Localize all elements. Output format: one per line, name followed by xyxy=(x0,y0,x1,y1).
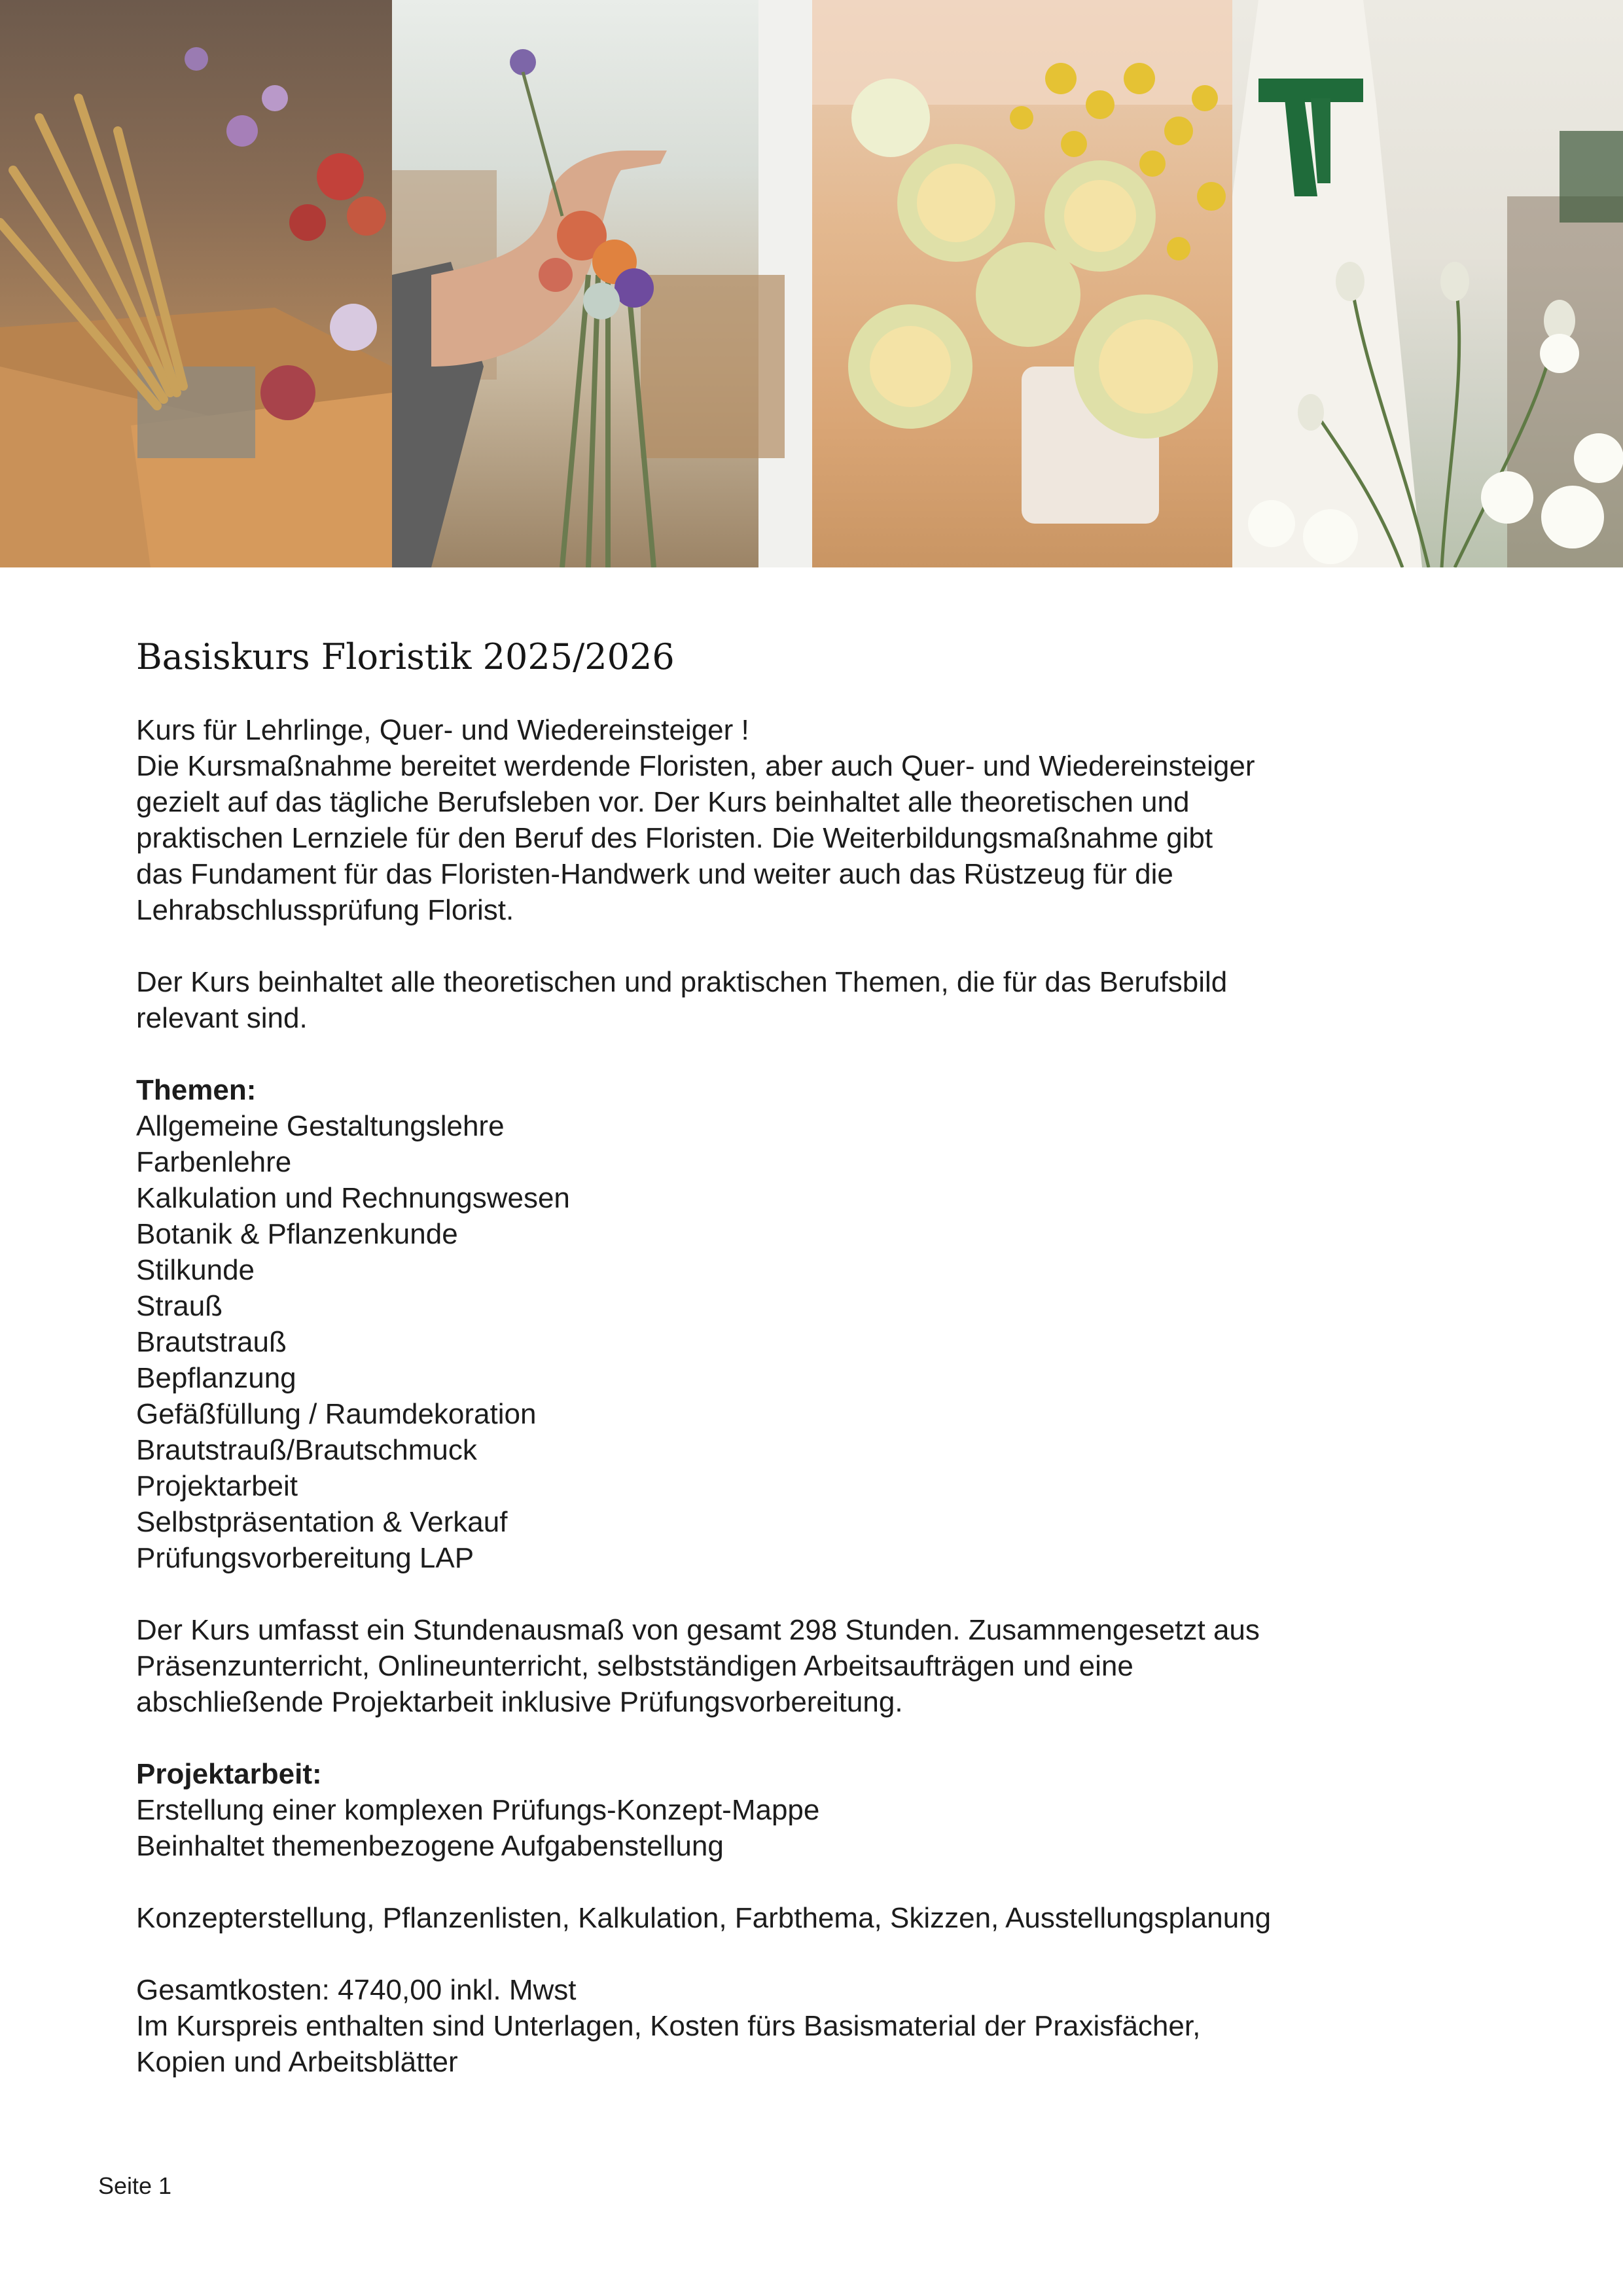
photo-wheat-flowers-illustration xyxy=(0,0,392,567)
intro-section xyxy=(136,712,1510,928)
photo-dress-fritillaria-illustration xyxy=(1232,0,1623,567)
kosten-section xyxy=(136,1972,1510,2080)
photo-yellow-roses-illustration xyxy=(812,0,1232,567)
kosten-line: Kopien und Arbeitsblätter xyxy=(136,2046,458,2078)
page-number: Seite 1 xyxy=(98,2172,172,2199)
spacer xyxy=(136,1036,1510,1072)
umfang-section xyxy=(136,1612,1510,1720)
intro-line: Lehrabschlussprüfung Florist. xyxy=(136,894,514,926)
spacer xyxy=(136,1864,1510,1900)
list-item: Bepflanzung xyxy=(136,1362,296,1394)
spacer xyxy=(136,928,1510,964)
intro-line: Kurs für Lehrlinge, Quer- und Wiedereinsteiger ! xyxy=(136,714,749,746)
course-content xyxy=(136,634,1510,2080)
intro-line: gezielt auf das tägliche Berufsleben vor. Der Kurs beinhaltet alle theoretischen und xyxy=(136,786,1190,818)
umfang-line: Der Kurs umfasst ein Stundenausmaß von gesamt 298 Stunden. Zusammengesetzt aus xyxy=(136,1614,1260,1646)
projektarbeit-section xyxy=(136,1756,1510,1864)
photo-strip xyxy=(0,0,1623,567)
photo-hand-bouquet-illustration xyxy=(392,0,812,567)
list-item: Brautstrauß/Brautschmuck xyxy=(136,1434,477,1466)
photo-wheat-flowers xyxy=(0,0,392,567)
list-item: Kalkulation und Rechnungswesen xyxy=(136,1182,570,1214)
konzept-section xyxy=(136,1900,1510,1936)
photo-dress-fritillaria xyxy=(1232,0,1623,567)
spacer xyxy=(136,1720,1510,1756)
list-item: Brautstrauß xyxy=(136,1326,287,1358)
list-item: Botanik & Pflanzenkunde xyxy=(136,1218,458,1250)
umfang-line: abschließende Projektarbeit inklusive Prüfungsvorbereitung. xyxy=(136,1686,903,1718)
themen-heading: Themen: xyxy=(136,1074,257,1106)
intro-line: das Fundament für das Floristen-Handwerk und weiter auch das Rüstzeug für die xyxy=(136,858,1173,890)
projektarbeit-heading: Projektarbeit: xyxy=(136,1758,322,1790)
themen-section xyxy=(136,1072,1510,1576)
relevance-line: relevant sind. xyxy=(136,1002,308,1034)
list-item: Prüfungsvorbereitung LAP xyxy=(136,1542,474,1574)
page-title: Basiskurs Floristik 2025/2026 xyxy=(136,636,675,677)
spacer xyxy=(136,1576,1510,1612)
relevance-line: Der Kurs beinhaltet alle theoretischen und praktischen Themen, die für das Berufsbild xyxy=(136,966,1228,998)
intro-line: praktischen Lernziele für den Beruf des Floristen. Die Weiterbildungsmaßnahme gibt xyxy=(136,822,1213,854)
list-item: Strauß xyxy=(136,1290,223,1322)
photo-hand-bouquet xyxy=(392,0,812,567)
list-item: Projektarbeit xyxy=(136,1470,298,1502)
projektarbeit-line: Erstellung einer komplexen Prüfungs-Konzept-Mappe xyxy=(136,1794,820,1826)
konzept-line: Konzepterstellung, Pflanzenlisten, Kalkulation, Farbthema, Skizzen, Ausstellungsplanung xyxy=(136,1902,1272,1934)
kosten-total: Gesamtkosten: 4740,00 inkl. Mwst xyxy=(136,1974,577,2006)
umfang-line: Präsenzunterricht, Onlineunterricht, selbstständigen Arbeitsaufträgen und eine xyxy=(136,1650,1133,1682)
list-item: Gefäßfüllung / Raumdekoration xyxy=(136,1398,537,1430)
kosten-line: Im Kurspreis enthalten sind Unterlagen, Kosten fürs Basismaterial der Praxisfächer, xyxy=(136,2010,1201,2042)
projektarbeit-line: Beinhaltet themenbezogene Aufgabenstellung xyxy=(136,1830,724,1862)
list-item: Farbenlehre xyxy=(136,1146,292,1178)
list-item: Stilkunde xyxy=(136,1254,255,1286)
list-item: Selbstpräsentation & Verkauf xyxy=(136,1506,508,1538)
intro-line: Die Kursmaßnahme bereitet werdende Floristen, aber auch Quer- und Wiedereinsteiger xyxy=(136,750,1255,782)
list-item: Allgemeine Gestaltungslehre xyxy=(136,1110,505,1142)
relevance-section xyxy=(136,964,1510,1036)
themen-list xyxy=(136,1108,1510,1576)
spacer xyxy=(136,1936,1510,1972)
photo-yellow-roses xyxy=(812,0,1232,567)
